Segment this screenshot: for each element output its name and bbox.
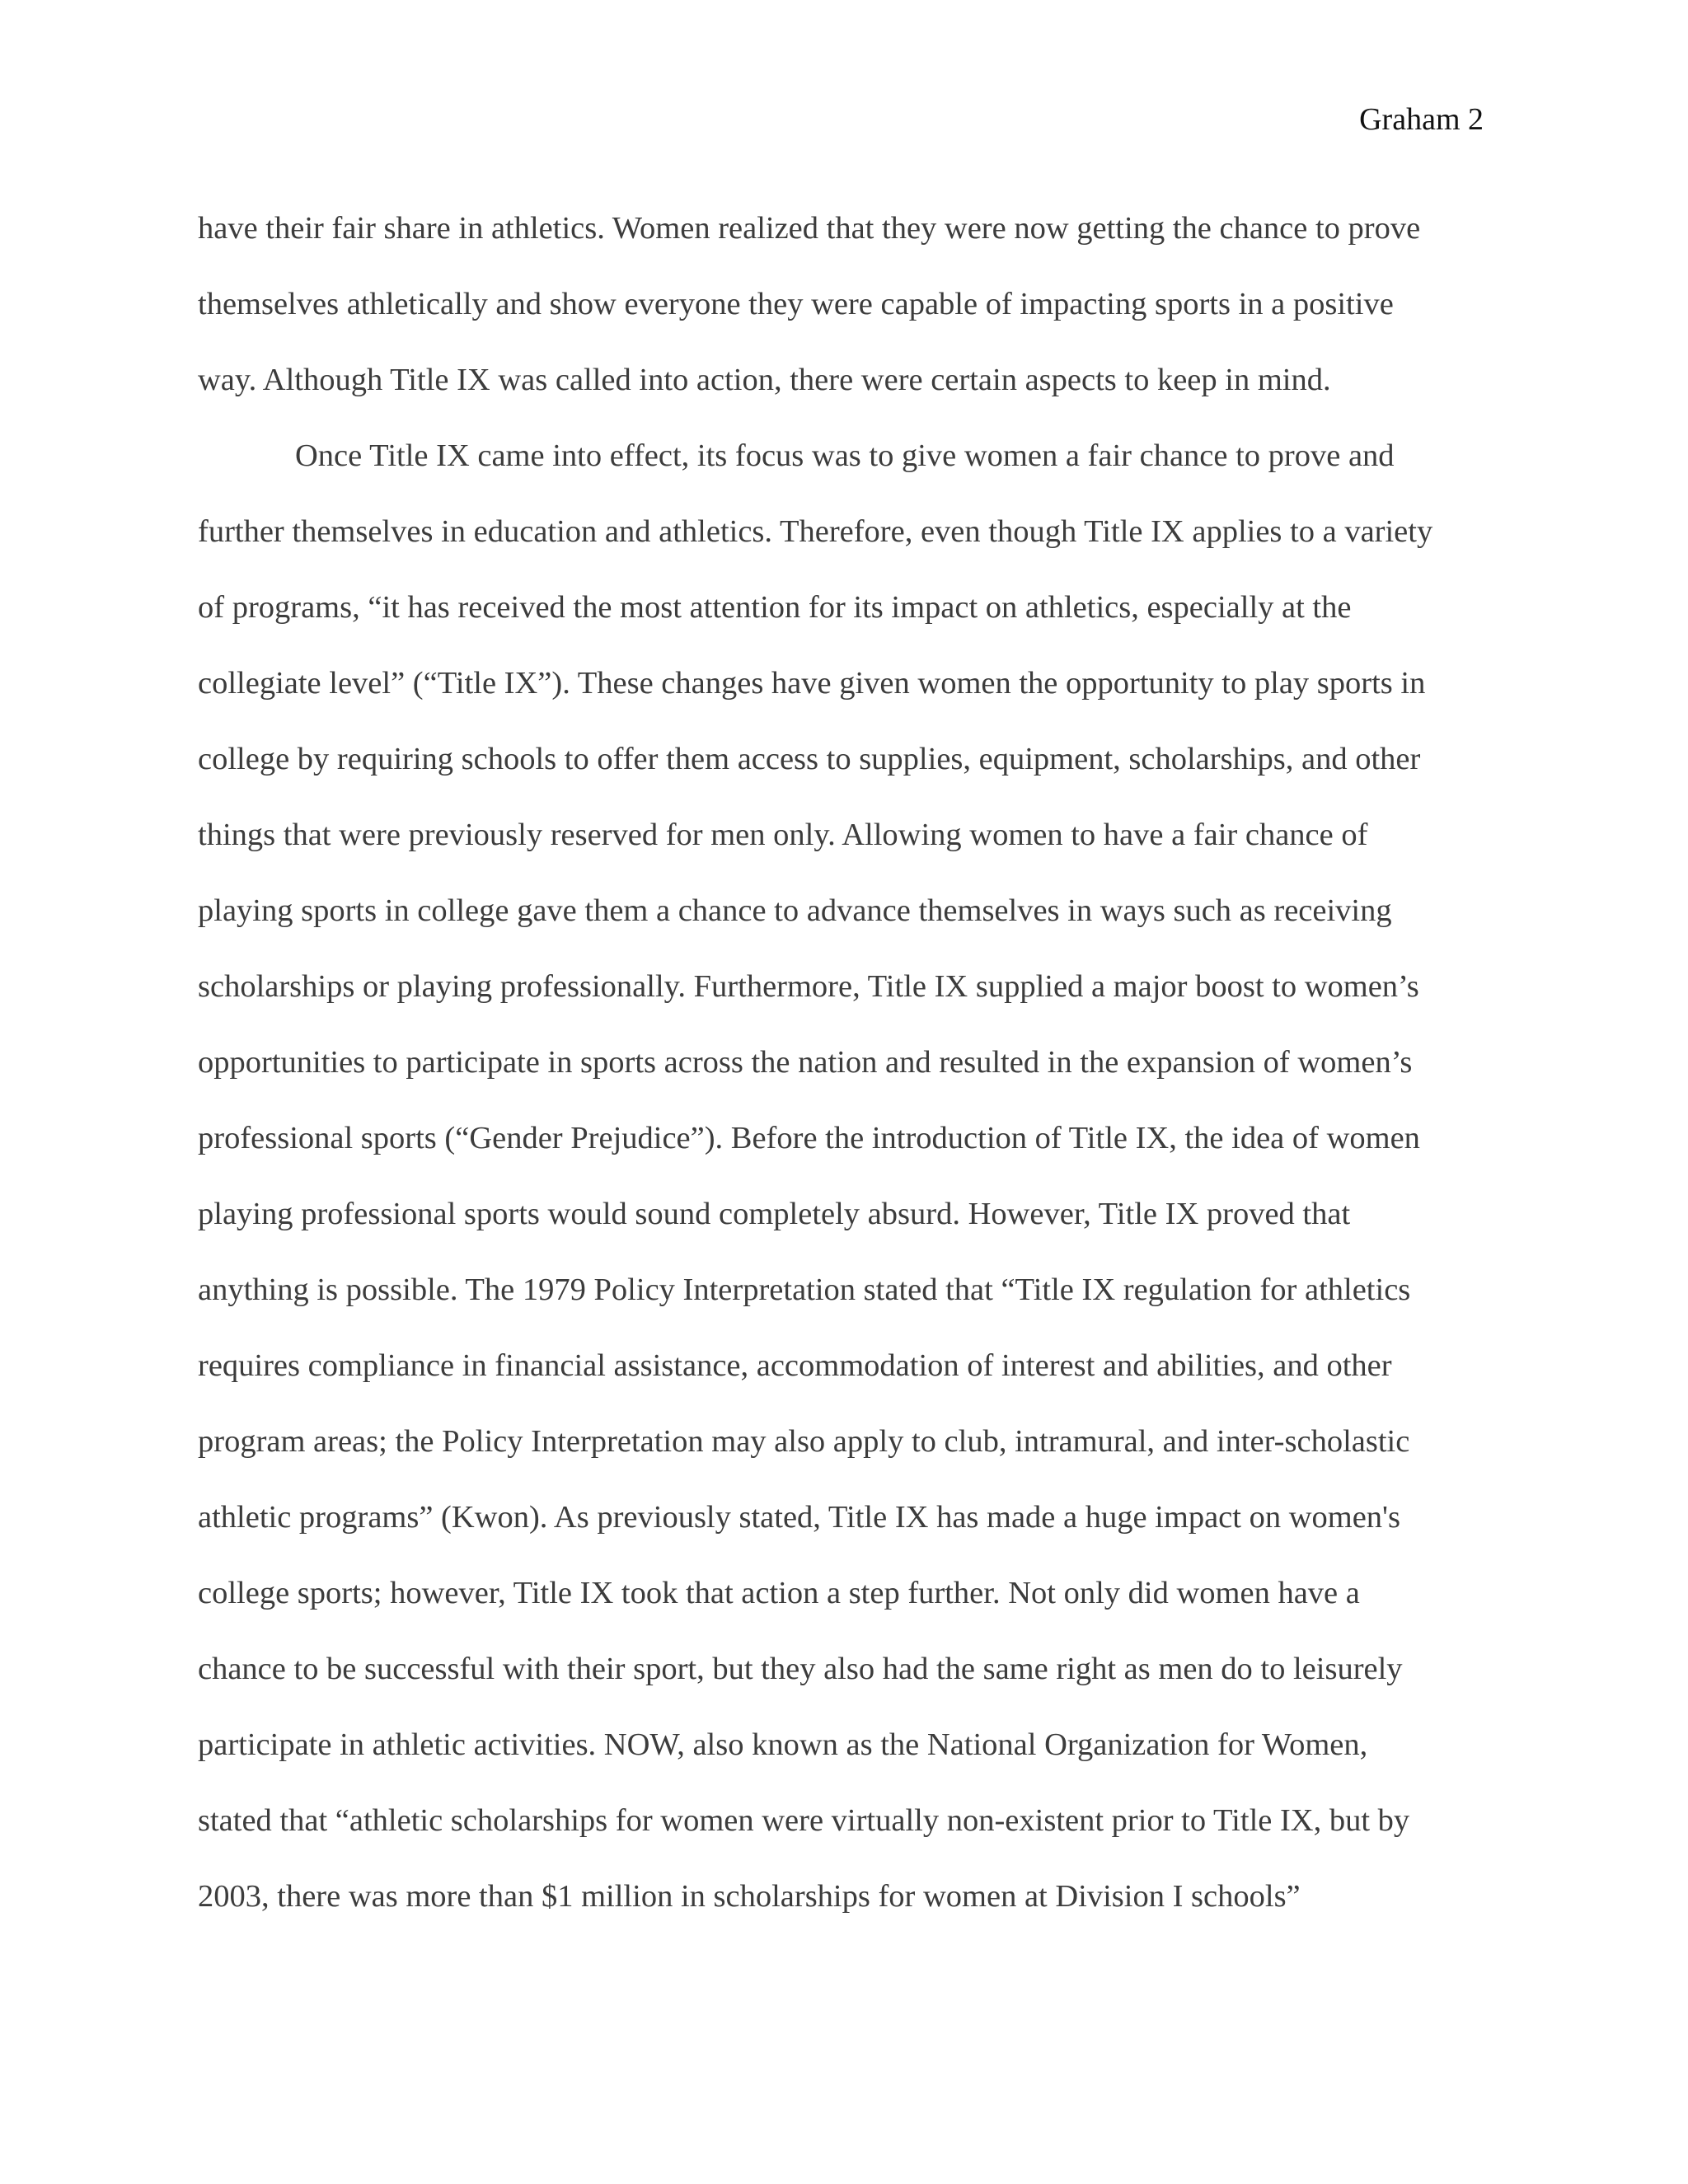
- text-line: anything is possible. The 1979 Policy Interpretation stated that “Title IX regulation for athletics: [198, 1272, 1411, 1307]
- text-line: chance to be successful with their sport, but they also had the same right as men do to leisurely: [198, 1652, 1403, 1686]
- text-line: Once Title IX came into effect, its focus was to give women a fair chance to prove and: [295, 438, 1395, 473]
- text-line: stated that “athletic scholarships for women were virtually non-existent prior to Title IX, but by: [198, 1803, 1410, 1838]
- text-line: 2003, there was more than $1 million in scholarships for women at Division I schools”: [198, 1879, 1301, 1914]
- running-head: Graham 2: [1359, 102, 1484, 137]
- text-line: collegiate level” (“Title IX”). These changes have given women the opportunity to play sports in: [198, 666, 1426, 701]
- text-line: playing sports in college gave them a chance to advance themselves in ways such as receiving: [198, 893, 1392, 928]
- text-line: participate in athletic activities. NOW, also known as the National Organization for Women,: [198, 1727, 1368, 1762]
- text-line: program areas; the Policy Interpretation may also apply to club, intramural, and inter-scholastic: [198, 1424, 1410, 1459]
- text-line: requires compliance in financial assistance, accommodation of interest and abilities, and other: [198, 1348, 1392, 1383]
- text-line: themselves athletically and show everyone they were capable of impacting sports in a positive: [198, 287, 1394, 321]
- text-line: athletic programs” (Kwon). As previously stated, Title IX has made a huge impact on women's: [198, 1500, 1400, 1535]
- text-line: things that were previously reserved for men only. Allowing women to have a fair chance of: [198, 818, 1368, 852]
- text-line: playing professional sports would sound completely absurd. However, Title IX proved that: [198, 1197, 1351, 1231]
- text-line: further themselves in education and athletics. Therefore, even though Title IX applies to a variety: [198, 514, 1433, 549]
- text-line: of programs, “it has received the most attention for its impact on athletics, especially at the: [198, 590, 1352, 625]
- text-line: opportunities to participate in sports across the nation and resulted in the expansion of women’s: [198, 1045, 1413, 1080]
- body-text: [198, 208, 1484, 1952]
- text-line: college sports; however, Title IX took that action a step further. Not only did women have a: [198, 1576, 1360, 1610]
- text-line: have their fair share in athletics. Women realized that they were now getting the chance to prove: [198, 211, 1421, 246]
- text-line: scholarships or playing professionally. Furthermore, Title IX supplied a major boost to women’s: [198, 969, 1419, 1004]
- text-line: professional sports (“Gender Prejudice”). Before the introduction of Title IX, the idea of women: [198, 1121, 1420, 1155]
- text-line: college by requiring schools to offer them access to supplies, equipment, scholarships, and other: [198, 742, 1421, 776]
- text-line: way. Although Title IX was called into action, there were certain aspects to keep in mind.: [198, 363, 1331, 397]
